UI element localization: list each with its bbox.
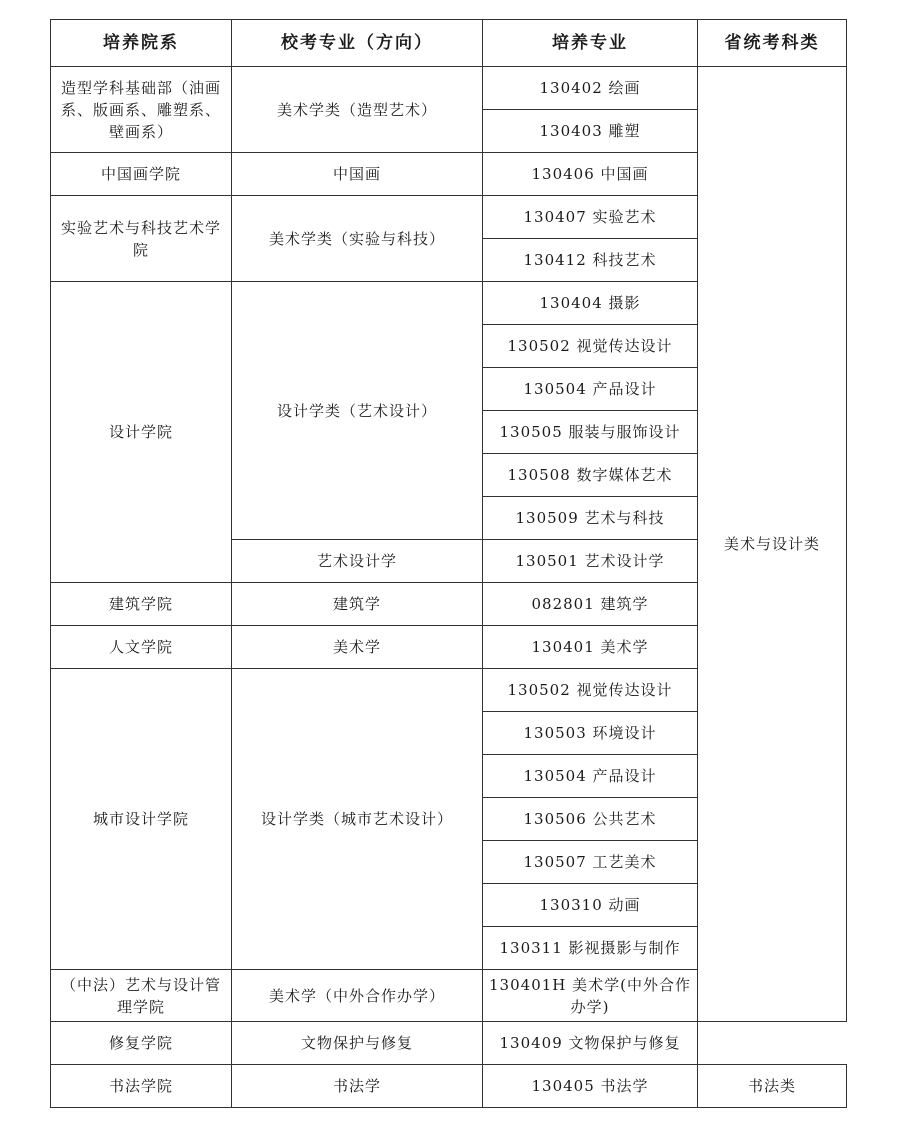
major-cell: 130509 艺术与科技 bbox=[483, 497, 698, 540]
major-cell: 082801 建筑学 bbox=[483, 583, 698, 626]
school-major-cell: 美术学（中外合作办学） bbox=[232, 970, 483, 1022]
major-cell: 130311 影视摄影与制作 bbox=[483, 927, 698, 970]
major-cell: 130507 工艺美术 bbox=[483, 841, 698, 884]
major-cell: 130401H 美术学(中外合作办学) bbox=[483, 970, 698, 1022]
college-cell: 城市设计学院 bbox=[51, 669, 232, 970]
college-cell: 造型学科基础部（油画系、版画系、雕塑系、壁画系） bbox=[51, 67, 232, 153]
major-cell: 130403 雕塑 bbox=[483, 110, 698, 153]
college-cell: （中法）艺术与设计管理学院 bbox=[51, 970, 232, 1022]
major-cell: 130412 科技艺术 bbox=[483, 239, 698, 282]
enrollment-major-table bbox=[50, 19, 847, 1108]
major-cell: 130402 绘画 bbox=[483, 67, 698, 110]
college-cell: 书法学院 bbox=[51, 1065, 232, 1108]
major-cell: 130405 书法学 bbox=[483, 1065, 698, 1108]
major-cell: 130409 文物保护与修复 bbox=[483, 1022, 698, 1065]
header-school-major: 校考专业（方向） bbox=[232, 20, 483, 67]
school-major-cell: 美术学类（造型艺术） bbox=[232, 67, 483, 153]
major-cell: 130503 环境设计 bbox=[483, 712, 698, 755]
major-cell: 130502 视觉传达设计 bbox=[483, 325, 698, 368]
school-major-cell: 文物保护与修复 bbox=[232, 1022, 483, 1065]
header-exam-category: 省统考科类 bbox=[698, 20, 847, 67]
school-major-cell: 中国画 bbox=[232, 153, 483, 196]
table-row bbox=[51, 1022, 847, 1065]
major-cell: 130401 美术学 bbox=[483, 626, 698, 669]
college-cell: 建筑学院 bbox=[51, 583, 232, 626]
school-major-cell: 艺术设计学 bbox=[232, 540, 483, 583]
major-cell: 130502 视觉传达设计 bbox=[483, 669, 698, 712]
school-major-cell: 书法学 bbox=[232, 1065, 483, 1108]
major-cell: 130508 数字媒体艺术 bbox=[483, 454, 698, 497]
major-cell: 130501 艺术设计学 bbox=[483, 540, 698, 583]
table-row bbox=[51, 67, 847, 110]
exam-category-cell: 美术与设计类 bbox=[698, 67, 847, 1022]
major-cell: 130406 中国画 bbox=[483, 153, 698, 196]
header-major: 培养专业 bbox=[483, 20, 698, 67]
exam-category-cell: 书法类 bbox=[698, 1065, 847, 1108]
major-cell: 130404 摄影 bbox=[483, 282, 698, 325]
table-row bbox=[51, 1065, 847, 1108]
school-major-cell: 设计学类（艺术设计） bbox=[232, 282, 483, 540]
college-cell: 实验艺术与科技艺术学院 bbox=[51, 196, 232, 282]
school-major-cell: 美术学 bbox=[232, 626, 483, 669]
major-cell: 130407 实验艺术 bbox=[483, 196, 698, 239]
major-cell: 130504 产品设计 bbox=[483, 755, 698, 798]
school-major-cell: 设计学类（城市艺术设计） bbox=[232, 669, 483, 970]
header-college: 培养院系 bbox=[51, 20, 232, 67]
school-major-cell: 美术学类（实验与科技） bbox=[232, 196, 483, 282]
college-cell: 设计学院 bbox=[51, 282, 232, 583]
major-cell: 130505 服装与服饰设计 bbox=[483, 411, 698, 454]
major-cell: 130504 产品设计 bbox=[483, 368, 698, 411]
college-cell: 人文学院 bbox=[51, 626, 232, 669]
major-cell: 130506 公共艺术 bbox=[483, 798, 698, 841]
major-cell: 130310 动画 bbox=[483, 884, 698, 927]
school-major-cell: 建筑学 bbox=[232, 583, 483, 626]
college-cell: 修复学院 bbox=[51, 1022, 232, 1065]
table-header-row bbox=[51, 20, 847, 67]
college-cell: 中国画学院 bbox=[51, 153, 232, 196]
